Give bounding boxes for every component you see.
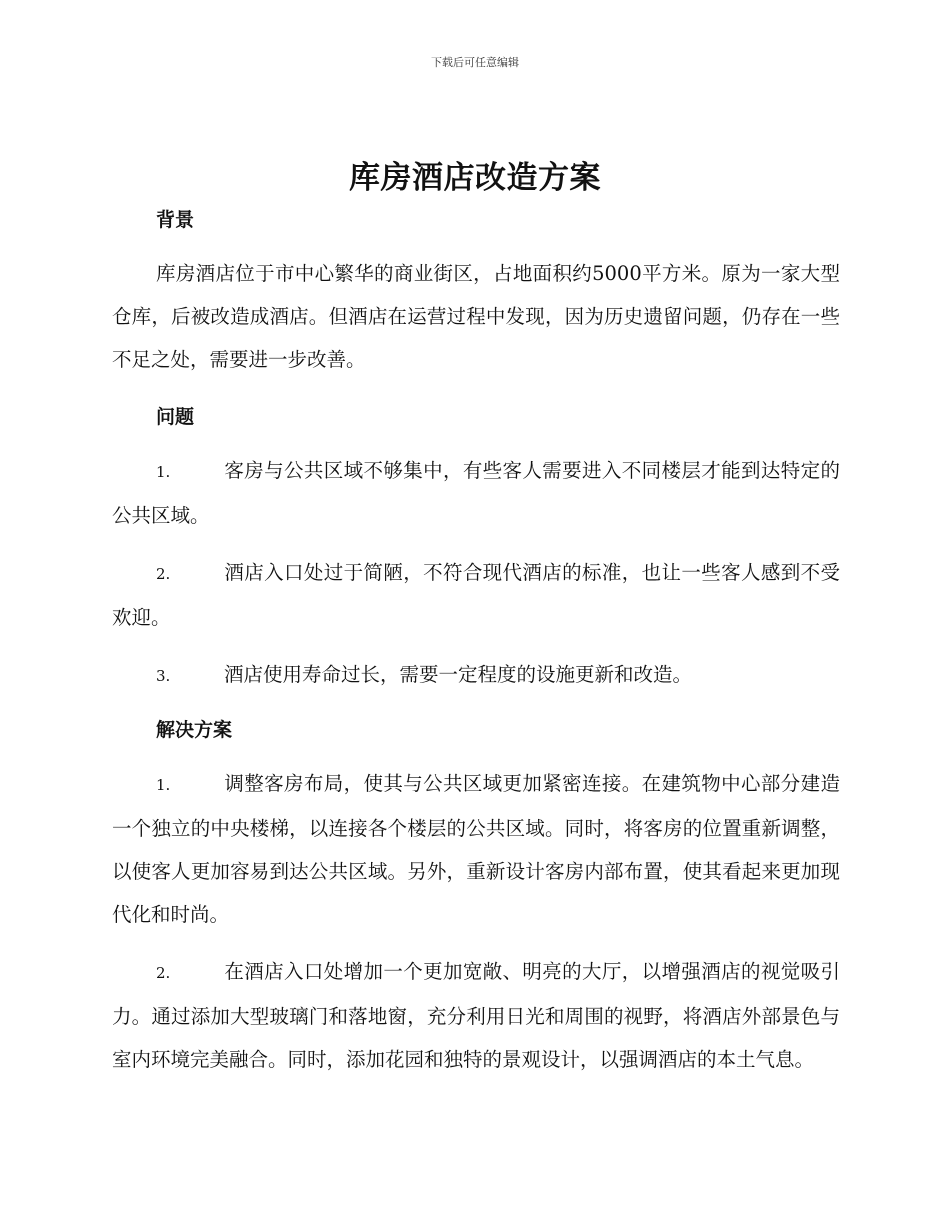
- document-body: [112, 202, 840, 1081]
- list-item: [112, 449, 840, 537]
- list-item: [112, 653, 840, 698]
- list-item: [112, 551, 840, 639]
- section-heading-background: 背景: [156, 209, 195, 231]
- list-number: 2.: [156, 964, 171, 982]
- list-item-text: 调整客房布局，使其与公共区域更加紧密连接。在建筑物中心部分建造一个独立的中央楼梯，以连接各个楼层的公共区域。同时，将客房的位置重新调整，以使客人更加容易到达公共区域。另外，重新设计客房内部布置，使其看起来更加现代化和时尚。: [112, 772, 840, 926]
- section-heading-solutions: 解决方案: [156, 719, 233, 741]
- list-item-text: 在酒店入口处增加一个更加宽敞、明亮的大厅，以增强酒店的视觉吸引力。通过添加大型玻璃门和落地窗，充分利用日光和周围的视野，将酒店外部景色与室内环境完美融合。同时，添加花园和独特的景观设计，以强调酒店的本土气息。: [112, 960, 840, 1071]
- list-number: 1.: [156, 463, 171, 481]
- list-number: 2.: [156, 565, 171, 583]
- list-item-text: 客房与公共区域不够集中，有些客人需要进入不同楼层才能到达特定的公共区域。: [112, 459, 840, 527]
- section-heading-problems: 问题: [156, 406, 195, 428]
- background-paragraph: 库房酒店位于市中心繁华的商业街区，占地面积约5000平方米。原为一家大型仓库，后被改造成酒店。但酒店在运营过程中发现，因为历史遗留问题，仍存在一些不足之处，需要进一步改善。: [112, 262, 840, 371]
- header-note: 下载后可任意编辑: [431, 56, 519, 69]
- list-item: [112, 762, 840, 936]
- document-title: 库房酒店改造方案: [349, 160, 601, 196]
- list-item: [112, 950, 840, 1081]
- list-number: 3.: [156, 667, 171, 685]
- list-number: 1.: [156, 776, 171, 794]
- list-item-text: 酒店使用寿命过长，需要一定程度的设施更新和改造。: [224, 663, 693, 686]
- list-item-text: 酒店入口处过于简陋，不符合现代酒店的标准，也让一些客人感到不受欢迎。: [112, 561, 840, 629]
